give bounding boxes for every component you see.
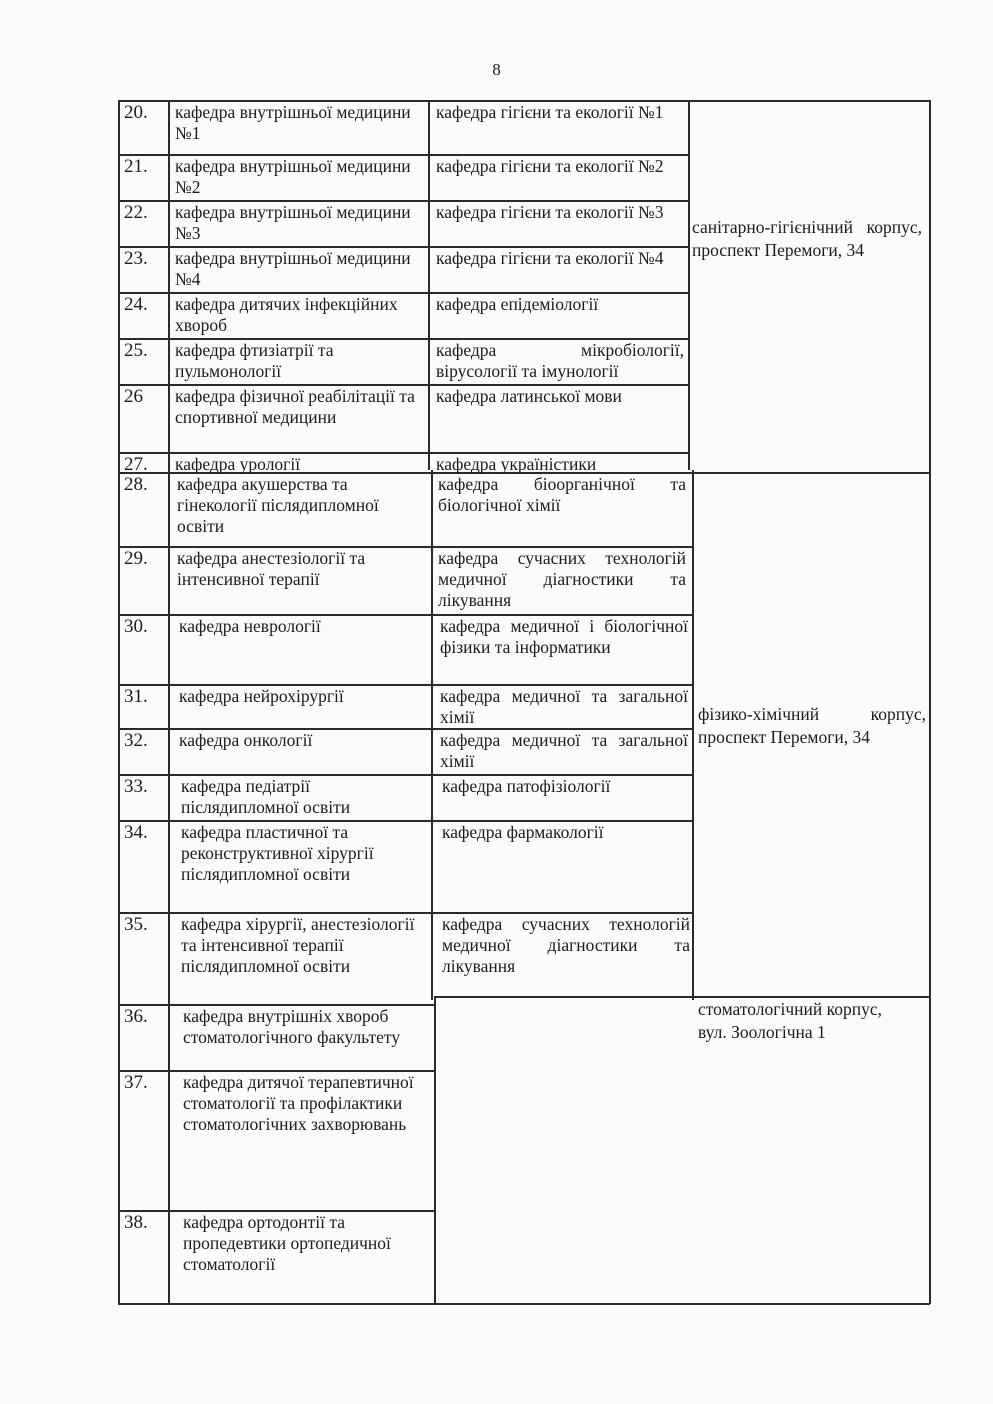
- department-name: кафедра акушерства та гінекології післядипломної освіти: [177, 474, 379, 536]
- base-department: кафедра сучасних технологій медичної діагностики та лікування: [442, 914, 690, 976]
- department-name: кафедра педіатрії післядипломної освіти: [181, 776, 351, 817]
- table-col-divider: [688, 100, 690, 470]
- building-group-line: [688, 472, 930, 474]
- row-number: 32.: [124, 730, 148, 751]
- row-number: 37.: [124, 1072, 148, 1093]
- base-department: кафедра латинської мови: [436, 386, 622, 406]
- base-department: кафедра медичної та загальної хімії: [440, 686, 688, 727]
- base-department: кафедра україністики: [436, 454, 597, 474]
- department-name: кафедра внутрішньої медицини №1: [175, 102, 411, 143]
- table-border-left: [118, 100, 120, 1304]
- row-number: 25.: [124, 340, 148, 361]
- base-department: кафедра медичної та загальної хімії: [440, 730, 688, 771]
- row-number: 29.: [124, 548, 148, 569]
- base-department: кафедра патофізіології: [442, 776, 611, 796]
- building-cell: санітарно-гігієнічний корпус, проспект Перемоги, 34: [692, 217, 922, 260]
- building-cell: фізико-хімічний корпус, проспект Перемоги, 34: [698, 704, 926, 747]
- row-number: 22.: [124, 202, 148, 223]
- department-name: кафедра нейрохірургії: [179, 686, 344, 706]
- department-name: кафедра дитячих інфекційних хвороб: [175, 294, 398, 335]
- row-number: 33.: [124, 776, 148, 797]
- department-name: кафедра урології: [175, 454, 301, 474]
- row-number: 27.: [124, 454, 148, 475]
- department-name: кафедра фізичної реабілітації та спортивної медицини: [175, 386, 415, 427]
- base-department: кафедра епідеміології: [436, 294, 599, 314]
- row-number: 21.: [124, 156, 148, 177]
- row-number: 24.: [124, 294, 148, 315]
- department-name: кафедра анестезіології та інтенсивної терапії: [177, 548, 366, 589]
- base-department: кафедра біоорганічної та біологічної хімії: [438, 474, 686, 515]
- table-col-divider: [692, 470, 694, 1000]
- base-department: кафедра мікробіології, вірусології та імунології: [436, 340, 684, 381]
- department-name: кафедра внутрішніх хвороб стоматологічного факультету: [183, 1006, 401, 1047]
- building-group-line: [434, 996, 930, 998]
- row-number: 31.: [124, 686, 148, 707]
- department-name: кафедра онкології: [179, 730, 313, 750]
- department-name: кафедра фтизіатрії та пульмонології: [175, 340, 334, 381]
- row-number: 30.: [124, 616, 148, 637]
- base-department: кафедра гігієни та екології №1: [436, 102, 664, 122]
- departments-table: [118, 100, 930, 1304]
- department-name: кафедра ортодонтії та пропедевтики ортопедичної стоматології: [183, 1212, 391, 1274]
- base-department: кафедра медичної і біологічної фізики та інформатики: [440, 616, 688, 657]
- row-number: 36.: [124, 1006, 148, 1027]
- department-name: кафедра внутрішньої медицини №3: [175, 202, 411, 243]
- department-name: кафедра хірургії, анестезіології та інтенсивної терапії післядипломної освіти: [181, 914, 415, 976]
- department-name: кафедра пластичної та реконструктивної хірургії післядипломної освіти: [181, 822, 374, 884]
- table-col-divider: [431, 470, 433, 1000]
- building-cell: стоматологічний корпус, вул. Зоологічна 1: [698, 999, 882, 1042]
- page-number: 8: [492, 60, 501, 79]
- row-number: 38.: [124, 1212, 148, 1233]
- department-name: кафедра неврології: [179, 616, 321, 636]
- table-col-divider: [434, 996, 436, 1304]
- department-name: кафедра внутрішньої медицини №4: [175, 248, 411, 289]
- row-number: 28.: [124, 474, 148, 495]
- department-name: кафедра внутрішньої медицини №2: [175, 156, 411, 197]
- base-department: кафедра фармакології: [442, 822, 604, 842]
- department-name: кафедра дитячої терапевтичної стоматології та профілактики стоматологічних захворювань: [183, 1072, 414, 1134]
- row-number: 34.: [124, 822, 148, 843]
- base-department: кафедра сучасних технологій медичної діагностики та лікування: [438, 548, 686, 610]
- table-col-divider: [168, 100, 170, 1304]
- base-department: кафедра гігієни та екології №2: [436, 156, 664, 176]
- table-border-right: [929, 100, 931, 1304]
- row-number: 23.: [124, 248, 148, 269]
- row-number: 26: [124, 386, 143, 407]
- row-number: 35.: [124, 914, 148, 935]
- base-department: кафедра гігієни та екології №4: [436, 248, 664, 268]
- row-number: 20.: [124, 102, 148, 123]
- table-border-bottom: [118, 1303, 930, 1305]
- base-department: кафедра гігієни та екології №3: [436, 202, 664, 222]
